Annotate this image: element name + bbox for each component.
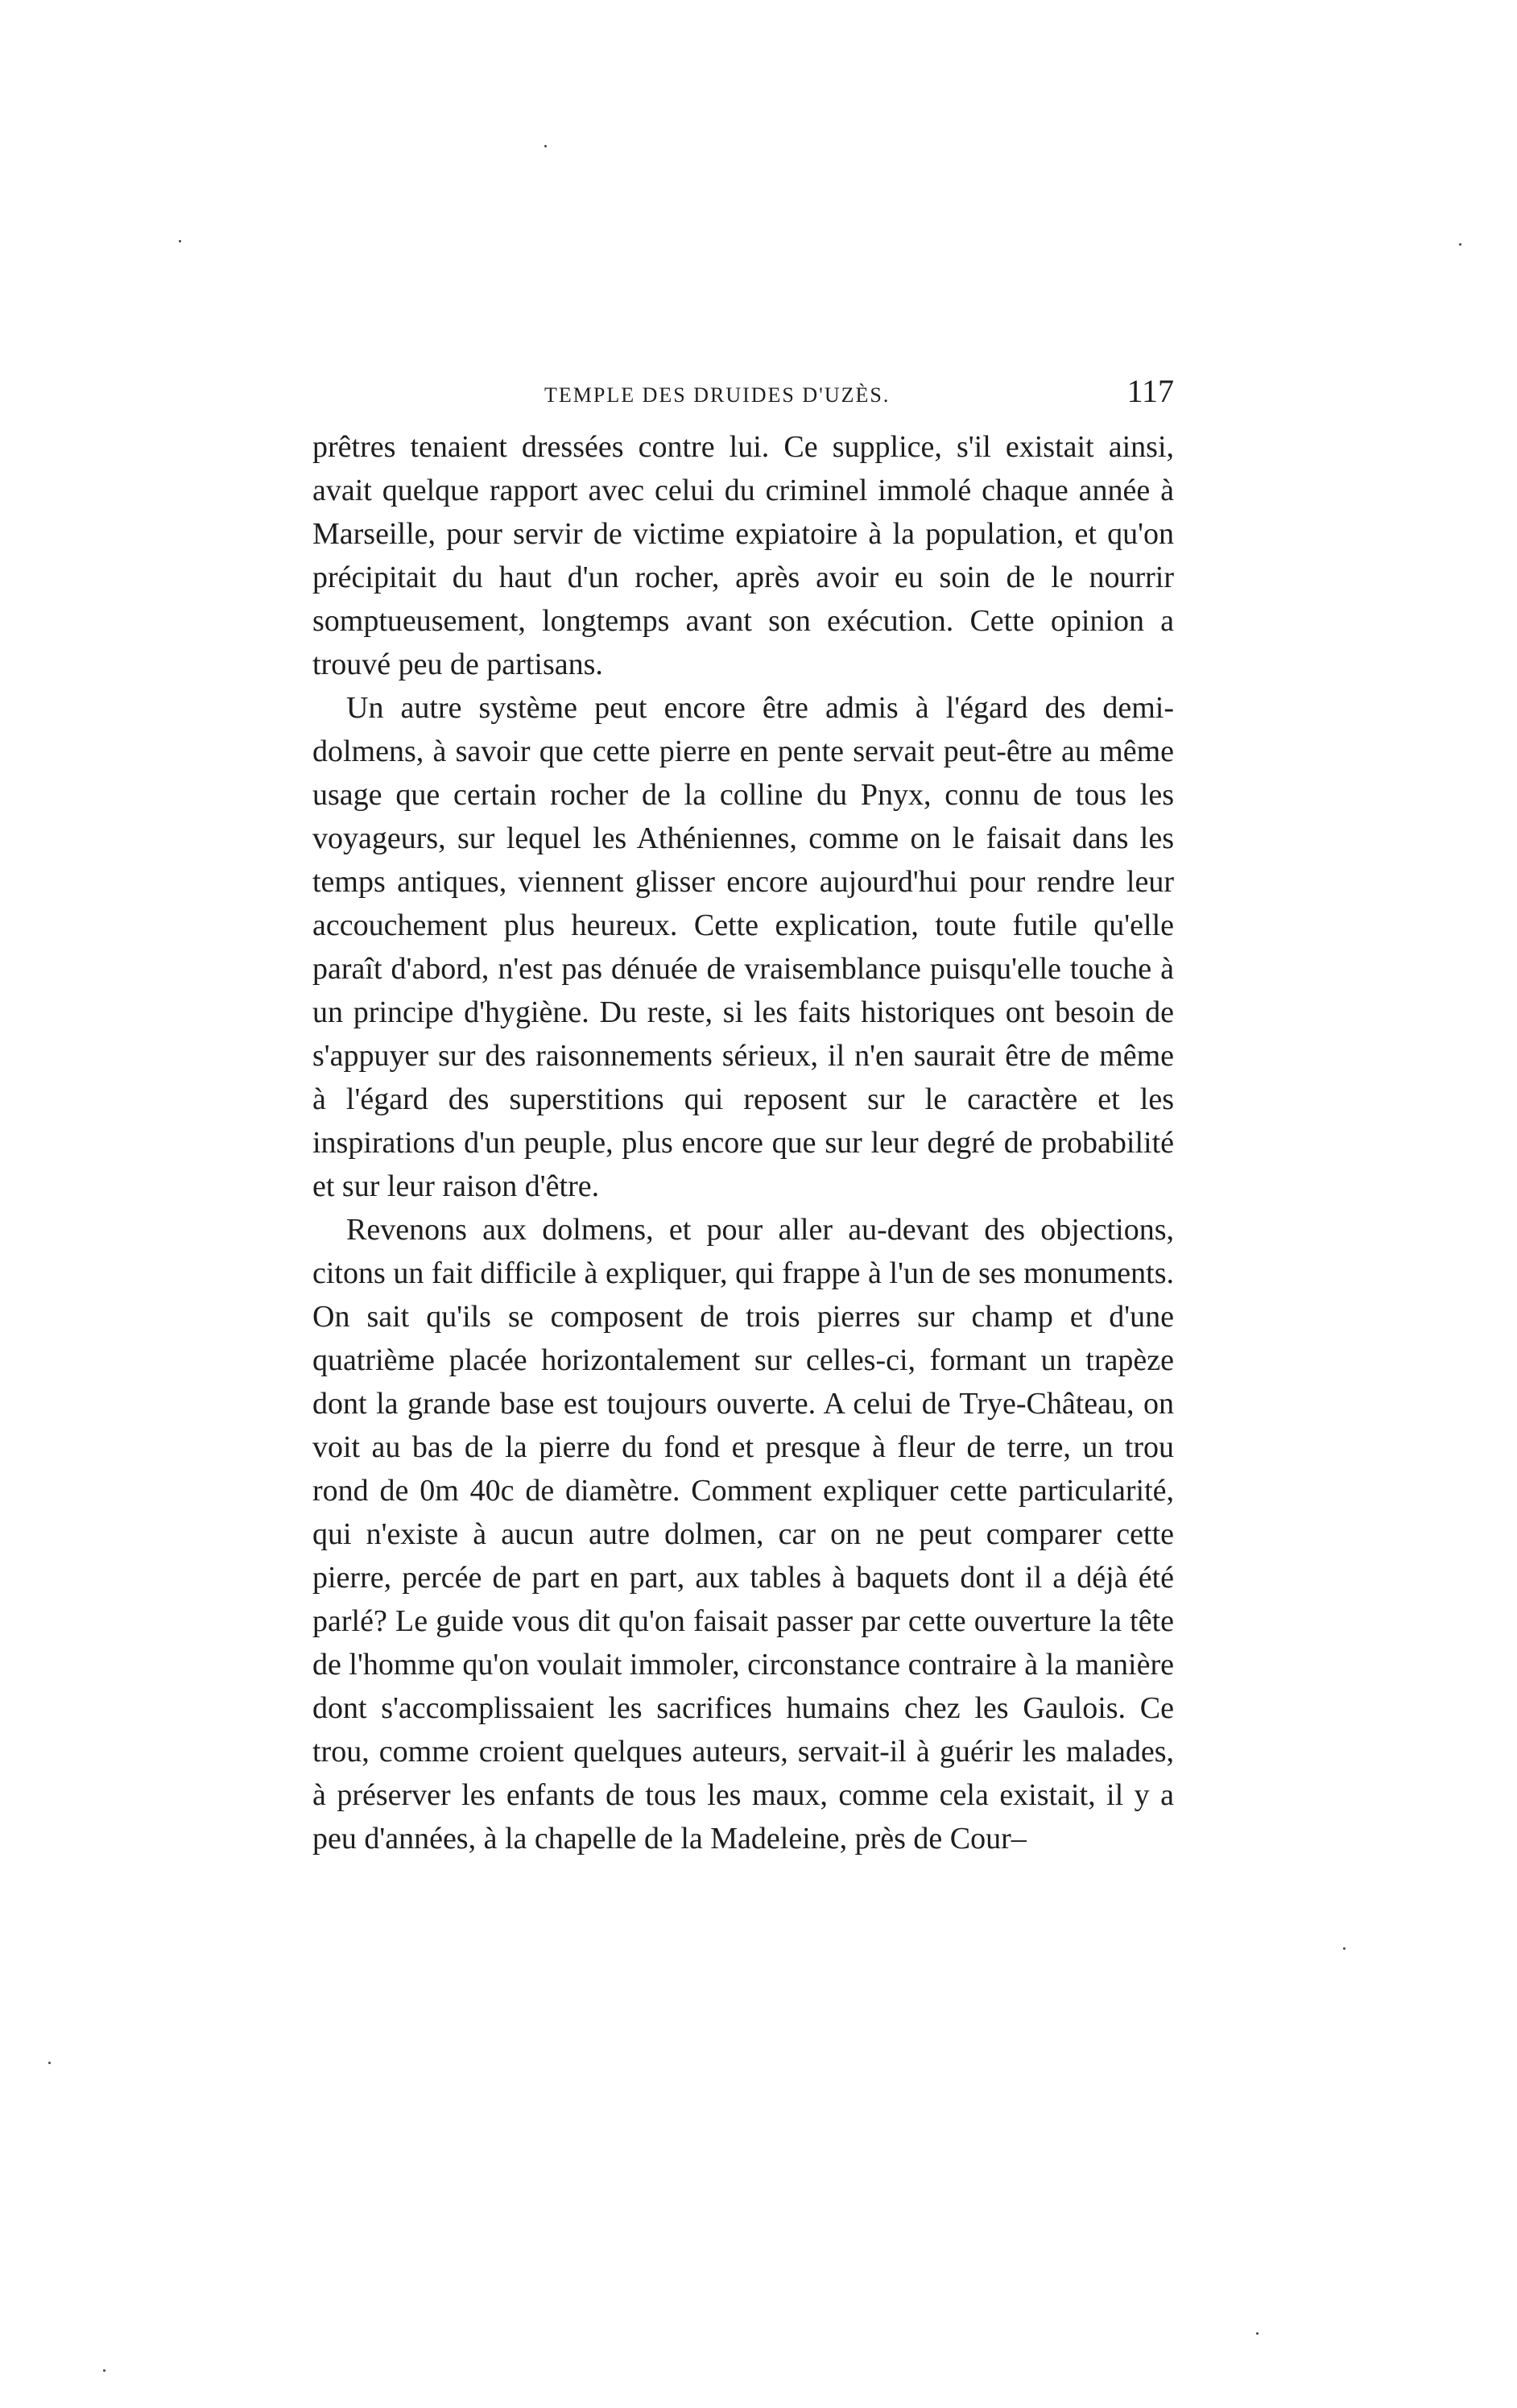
- body-text: [312, 425, 1174, 1860]
- page-number: 117: [1126, 373, 1174, 409]
- scan-speck: [179, 240, 181, 242]
- running-title: TEMPLE DES DRUIDES D'UZÈS.: [544, 383, 891, 407]
- paragraph-3: Revenons aux dolmens, et pour aller au-devant des objections, citons un fait difficile à expliquer, qui frappe à l'un de ses monuments. On sait qu'ils se composent de trois pierres sur champ et d'une quatrième placée horizontalement sur celles-ci, formant un trapèze dont la grande base est toujours ouverte. A celui de Trye-Château, on voit au bas de la pierre du fond et presque à fleur de terre, un trou rond de 0m 40c de diamètre. Comment expliquer cette particularité, qui n'existe à aucun autre dolmen, car on ne peut comparer cette pierre, percée de part en part, aux tables à baquets dont il a déjà été parlé? Le guide vous dit qu'on faisait passer par cette ouverture la tête de l'homme qu'on voulait immoler, circonstance contraire à la manière dont s'accomplissaient les sacrifices humains chez les Gaulois. Ce trou, comme croient quelques auteurs, servait-il à guérir les malades, à préserver les enfants de tous les maux, comme cela existait, il y a peu d'années, à la chapelle de la Madeleine, près de Cour–: [312, 1213, 1174, 1856]
- paragraph-1: prêtres tenaient dressées contre lui. Ce supplice, s'il existait ainsi, avait quelque rapport avec celui du criminel immolé chaque année à Marseille, pour servir de victime expiatoire à la population, et qu'on précipitait du haut d'un rocher, après avoir eu soin de le nourrir somptueusement, longtemps avant son exécution. Cette opinion a trouvé peu de partisans.: [312, 430, 1174, 681]
- scan-speck: [544, 145, 547, 147]
- scan-speck: [1343, 1947, 1345, 1950]
- scan-speck: [103, 2369, 105, 2372]
- scan-speck: [1459, 243, 1461, 246]
- scan-speck: [1256, 2332, 1259, 2335]
- scan-speck: [48, 2062, 51, 2064]
- page-header: [312, 369, 1174, 417]
- paragraph-2: Un autre système peut encore être admis à l'égard des demi-dolmens, à savoir que cette pierre en pente servait peut-être au même usage que certain rocher de la colline du Pnyx, connu de tous les voyageurs, sur lequel les Athéniennes, comme on le faisait dans les temps antiques, viennent glisser encore aujourd'hui pour rendre leur accouchement plus heureux. Cette explication, toute futile qu'elle paraît d'abord, n'est pas dénuée de vraisemblance puisqu'elle touche à un principe d'hygiène. Du reste, si les faits historiques ont besoin de s'appuyer sur des raisonnements sérieux, il n'en saurait être de même à l'égard des superstitions qui reposent sur le caractère et les inspirations d'un peuple, plus encore que sur leur degré de probabilité et sur leur raison d'être.: [312, 691, 1174, 1203]
